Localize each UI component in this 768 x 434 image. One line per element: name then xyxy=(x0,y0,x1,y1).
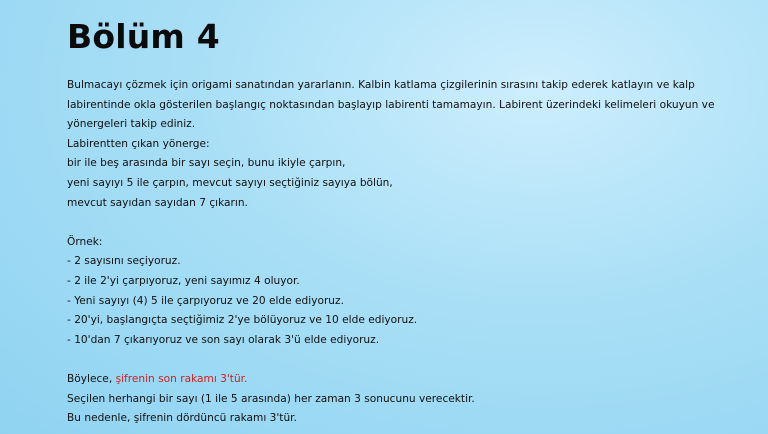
example-step: - 2 sayısını seçiyoruz. xyxy=(67,255,181,268)
conclusion-line xyxy=(67,370,739,390)
page-title: Bölüm 4 xyxy=(67,17,220,56)
conclusion-line-3: Bu nedenle, şifrenin dördüncü rakamı 3'tür. xyxy=(67,412,297,425)
intro-paragraph: Bulmacayı çözmek için origami sanatından yararlanın. Kalbin katlama çizgilerinin sırasını takip ederek katlayın ve kalp labirentinde okla gösterilen başlangıç noktasından başlayıp labirenti tamamayın. Labirent üzerindeki kelimeleri okuyun ve yönergeleri takip ediniz. xyxy=(67,79,715,131)
conclusion-highlight: şifrenin son rakamı 3'tür. xyxy=(115,372,248,385)
example-step: - Yeni sayıyı (4) 5 ile çarpıyoruz ve 20 elde ediyoruz. xyxy=(67,294,344,307)
spacer xyxy=(67,350,739,370)
example-step: - 10'dan 7 çıkarıyoruz ve son sayı olarak 3'ü elde ediyoruz. xyxy=(67,333,380,346)
instruction-line: bir ile beş arasında bir sayı seçin, bunu ikiyle çarpın, xyxy=(67,157,346,170)
instruction-line: mevcut sayıdan sayıdan 7 çıkarın. xyxy=(67,196,248,209)
example-step: - 2 ile 2'yi çarpıyoruz, yeni sayımız 4 oluyor. xyxy=(67,274,300,287)
instruction-heading: Labirentten çıkan yönerge: xyxy=(67,137,210,150)
conclusion-line-2: Seçilen herhangi bir sayı (1 ile 5 arasında) her zaman 3 sonucunu verecektir. xyxy=(67,392,475,405)
example-step: - 20'yi, başlangıçta seçtiğimiz 2'ye bölüyoruz ve 10 elde ediyoruz. xyxy=(67,314,418,327)
example-heading: Örnek: xyxy=(67,235,103,248)
conclusion-prefix: Böylece, xyxy=(67,372,116,385)
spacer xyxy=(67,213,739,233)
instruction-line: yeni sayıyı 5 ile çarpın, mevcut sayıyı seçtiğiniz sayıya bölün, xyxy=(67,176,393,189)
slide-body xyxy=(67,76,739,429)
